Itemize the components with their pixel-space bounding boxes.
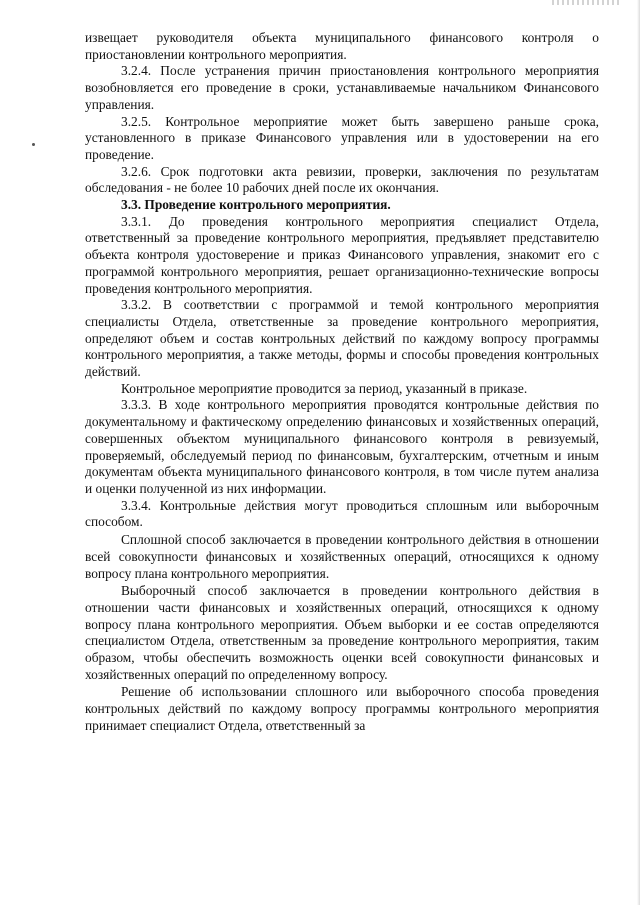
scan-speck bbox=[32, 143, 35, 146]
paragraph-3-2-6: 3.2.6. Срок подготовки акта ревизии, проверки, заключения по результатам обследования - не более 10 рабочих дней после их окончания. bbox=[85, 163, 599, 196]
section-heading-3-3: 3.3. Проведение контрольного мероприятия. bbox=[121, 197, 391, 213]
paragraph-3-2-5: 3.2.5. Контрольное мероприятие может быть завершено раньше срока, установленного в приказе Финансового управления или в удостоверении на его проведение. bbox=[85, 113, 599, 162]
scan-artifact-top bbox=[552, 0, 622, 5]
paragraph-method-decision: Решение об использовании сплошного или выборочного способа проведения контрольных действий по каждому вопросу программы контрольного мероприятия принимает специалист Отдела, ответственный за bbox=[85, 684, 599, 733]
paragraph-continuous-method: Сплошной способ заключается в проведении контрольного действия в отношении всей совокупности финансовых и хозяйственных операций, относящихся к одному вопросу плана контрольного мероприятия. bbox=[85, 532, 599, 581]
paragraph-3-3-3: 3.3.3. В ходе контрольного мероприятия проводятся контрольные действия по документальному и фактическому определению финансовых и хозяйственных операций, совершенных объектом муниципального финансового контроля в ревизуемый, проверяемый, обследуемый период по финансовым, бухгалтерским, отчетным и иным документам объекта муниципального финансового контроля, в том числе путем анализа и оценки полученной из них информации. bbox=[85, 397, 599, 496]
paragraph-sampling-method: Выборочный способ заключается в проведении контрольного действия в отношении части финансовых и хозяйственных операций, относящихся к одному вопросу плана контрольного мероприятия. Объем выборки и ее состав определяются специалистом Отдела, ответственным за проведение контрольного мероприятия, таким образом, чтобы обеспечить возможность оценки всей совокупности финансовых и хозяйственных операций по определенному вопросу. bbox=[85, 583, 599, 682]
paragraph-3-3-2: 3.3.2. В соответствии с программой и темой контрольного мероприятия специалисты Отдела, ответственные за проведение контрольного мероприятия, определяют объем и состав контрольных действий по каждому вопросу программы контрольного мероприятия, а также методы, формы и способы проведения контрольных действий. bbox=[85, 297, 599, 380]
document-body bbox=[85, 30, 599, 735]
paragraph-3-2-4: 3.2.4. После устранения причин приостановления контрольного мероприятия возобновляется его проведение в сроки, устанавливаемые начальником Финансового управления. bbox=[85, 63, 599, 112]
paragraph-3-3-4: 3.3.4. Контрольные действия могут проводиться сплошным или выборочным способом. bbox=[85, 497, 599, 530]
paragraph-intro: извещает руководителя объекта муниципального финансового контроля о приостановлении контрольного мероприятия. bbox=[85, 30, 599, 62]
paragraph-3-3-1: 3.3.1. До проведения контрольного мероприятия специалист Отдела, ответственный за проведение контрольного мероприятия, предъявляет представителю объекта контроля удостоверение и приказ Финансового управления, знакомит его с программой контрольного мероприятия, решает организационно-технические вопросы проведения контрольного мероприятия. bbox=[85, 213, 599, 296]
paragraph-period: Контрольное мероприятие проводится за период, указанный в приказе. bbox=[121, 380, 528, 396]
